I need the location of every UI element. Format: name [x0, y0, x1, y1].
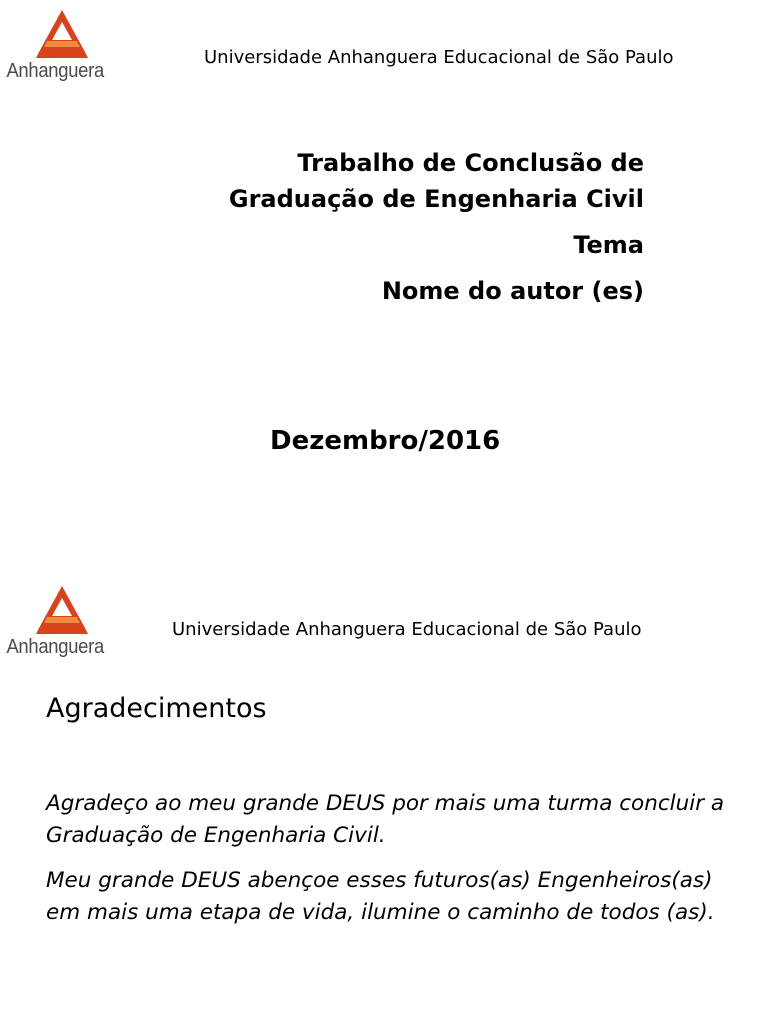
title-block — [229, 145, 644, 309]
thesis-title-line-1: Trabalho de Conclusão de — [297, 149, 644, 177]
acknowledgements-slide — [0, 576, 768, 1024]
acknowledgement-paragraph-1: Agradeço ao meu grande DEUS por mais uma turma concluir a Graduação de Engenharia Civil. — [46, 791, 725, 848]
anhanguera-logo — [0, 584, 120, 664]
presentation-date: Dezembro/2016 — [270, 426, 501, 456]
logo-wordmark: Anhanguera — [6, 60, 104, 82]
section-heading: Agradecimentos — [46, 693, 267, 724]
thesis-title-line-2: Graduação de Engenharia Civil — [228, 185, 644, 213]
anhanguera-triangle-logo-icon — [0, 8, 120, 60]
university-name: Universidade Anhanguera Educacional de São Paulo — [204, 47, 674, 68]
anhanguera-logo — [0, 8, 120, 88]
anhanguera-triangle-logo-icon — [0, 584, 120, 636]
author-label: Nome do autor (es) — [381, 277, 644, 305]
university-name: Universidade Anhanguera Educacional de São Paulo — [172, 619, 642, 640]
theme-label: Tema — [573, 231, 644, 259]
acknowledgement-paragraph-2: Meu grande DEUS abençoe esses futuros(as) Engenheiros(as) em mais uma etapa de vida, ilumine o caminho de todos (as). — [46, 868, 715, 925]
logo-wordmark: Anhanguera — [6, 636, 104, 658]
